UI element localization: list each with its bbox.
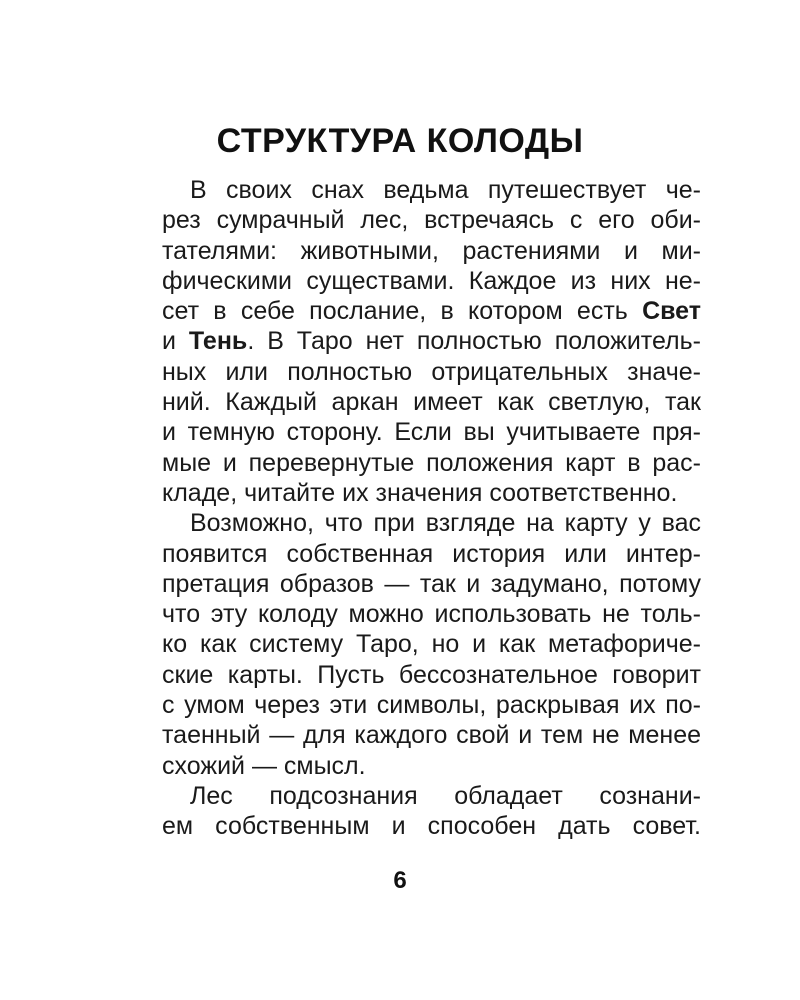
text-line: с умом через эти символы, раскрывая их по- <box>162 691 701 720</box>
text-line <box>162 326 701 356</box>
text-line: Лес подсознания обладает сознани- <box>190 781 701 810</box>
text-line: ем собственным и способен дать совет. <box>162 812 701 841</box>
emphasis-shadow: Тень <box>188 327 248 356</box>
text-line: ские карты. Пусть бессознательное говорит <box>162 660 701 689</box>
text-line: и темную сторону. Если вы учитываете пря- <box>162 418 701 447</box>
text-line: появится собственная история или интер- <box>162 539 701 568</box>
text-line: что эту колоду можно использовать не толь- <box>162 600 701 629</box>
text-line: тателями: животными, растениями и ми- <box>162 236 701 265</box>
text-line: претация образов — так и задумано, потому <box>162 569 701 598</box>
text-line: схожий — смысл. <box>162 751 366 780</box>
text-run: и <box>162 327 189 356</box>
text-line: таенный — для каждого свой и тем не менее <box>162 721 701 750</box>
page-number: 6 <box>393 867 407 894</box>
text-line: ных или полностью отрицательных значе- <box>162 357 701 386</box>
chapter-title: СТРУКТУРА КОЛОДЫ <box>216 122 584 160</box>
body-text <box>162 175 701 842</box>
text-line: фическими существами. Каждое из них не- <box>162 266 701 295</box>
text-line: рез сумрачный лес, встречаясь с его оби- <box>162 206 701 235</box>
text-line: ний. Каждый аркан имеет как светлую, так <box>162 388 701 417</box>
text-line: В своих снах ведьма путешествует че- <box>190 176 701 204</box>
text-line: мые и перевернутые положения карт в рас- <box>162 448 701 477</box>
text-run: сет в себе послание, в котором есть <box>162 297 643 326</box>
text-run: . В Таро нет полностью положитель- <box>247 327 701 356</box>
text-line <box>162 296 701 326</box>
text-line: кладе, читайте их значения соответственно. <box>162 478 678 507</box>
emphasis-light: Свет <box>642 297 701 326</box>
text-line: Возможно, что при взгляде на карту у вас <box>190 509 701 538</box>
text-line: ко как систему Таро, но и как метафориче- <box>162 630 701 659</box>
